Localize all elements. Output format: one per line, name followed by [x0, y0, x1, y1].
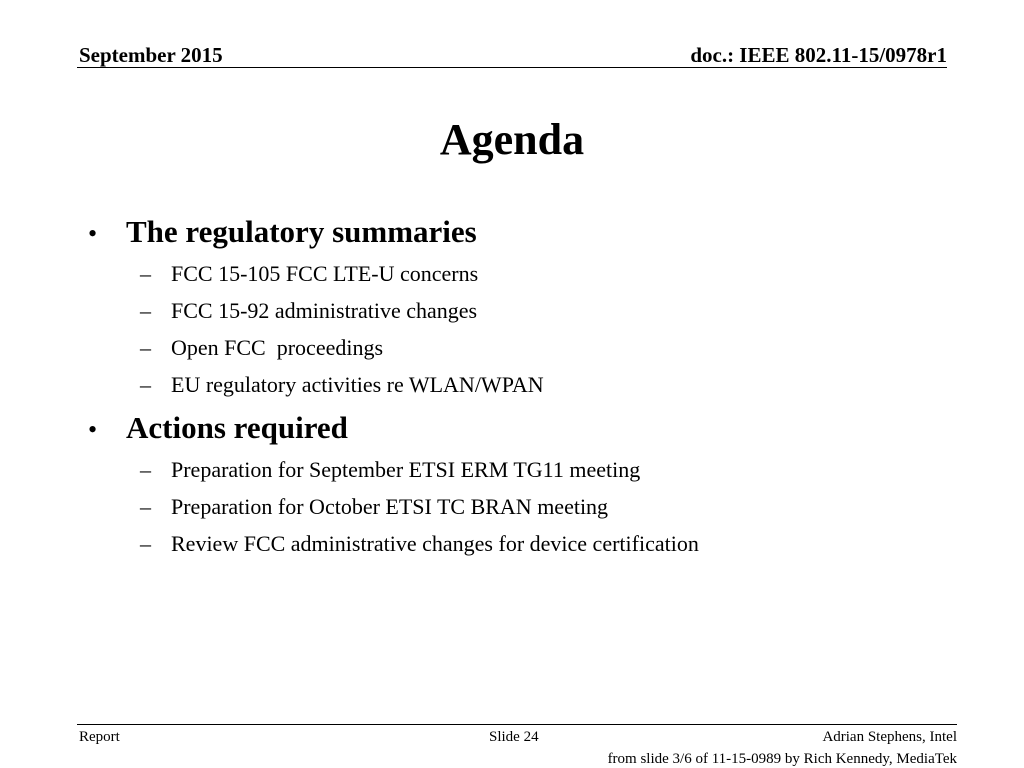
sub-bullet-text: Preparation for October ETSI TC BRAN meeting	[171, 494, 609, 519]
dash-icon: –	[140, 372, 151, 397]
dash-icon: –	[140, 494, 151, 519]
footer-divider	[77, 724, 957, 725]
header-divider	[77, 67, 947, 68]
header-date: September 2015	[79, 43, 223, 67]
bullet-item	[88, 214, 477, 252]
sub-bullet-item	[140, 456, 640, 484]
sub-bullet-item	[140, 371, 544, 399]
dash-icon: –	[140, 298, 151, 323]
sub-bullet-text: Preparation for September ETSI ERM TG11 meeting	[171, 457, 641, 482]
sub-bullet-item	[140, 297, 477, 325]
sub-bullet-text: Review FCC administrative changes for device certification	[171, 531, 699, 556]
bullet-item	[88, 410, 348, 448]
bullet-dot-icon: •	[88, 219, 98, 248]
sub-bullet-item	[140, 493, 608, 521]
dash-icon: –	[140, 531, 151, 556]
sub-bullet-item	[140, 530, 699, 558]
sub-bullet-text: EU regulatory activities re WLAN/WPAN	[171, 372, 544, 397]
slide-title: Agenda	[439, 115, 585, 164]
footer-author: Adrian Stephens, Intel	[822, 729, 957, 745]
bullet-text: The regulatory summaries	[126, 214, 477, 249]
slide-number: Slide 24	[489, 729, 539, 745]
footer-source-note: from slide 3/6 of 11-15-0989 by Rich Kennedy, MediaTek	[607, 751, 957, 767]
dash-icon: –	[140, 335, 151, 360]
sub-bullet-item	[140, 334, 383, 362]
dash-icon: –	[140, 261, 151, 286]
dash-icon: –	[140, 457, 151, 482]
bullet-text: Actions required	[126, 410, 348, 445]
header-doc-id: doc.: IEEE 802.11-15/0978r1	[690, 43, 947, 67]
sub-bullet-text: FCC 15-105 FCC LTE-U concerns	[171, 261, 479, 286]
sub-bullet-item	[140, 260, 478, 288]
sub-bullet-text: Open FCC proceedings	[171, 335, 384, 360]
bullet-dot-icon: •	[88, 415, 98, 444]
footer-label: Report	[79, 729, 120, 745]
sub-bullet-text: FCC 15-92 administrative changes	[171, 298, 478, 323]
